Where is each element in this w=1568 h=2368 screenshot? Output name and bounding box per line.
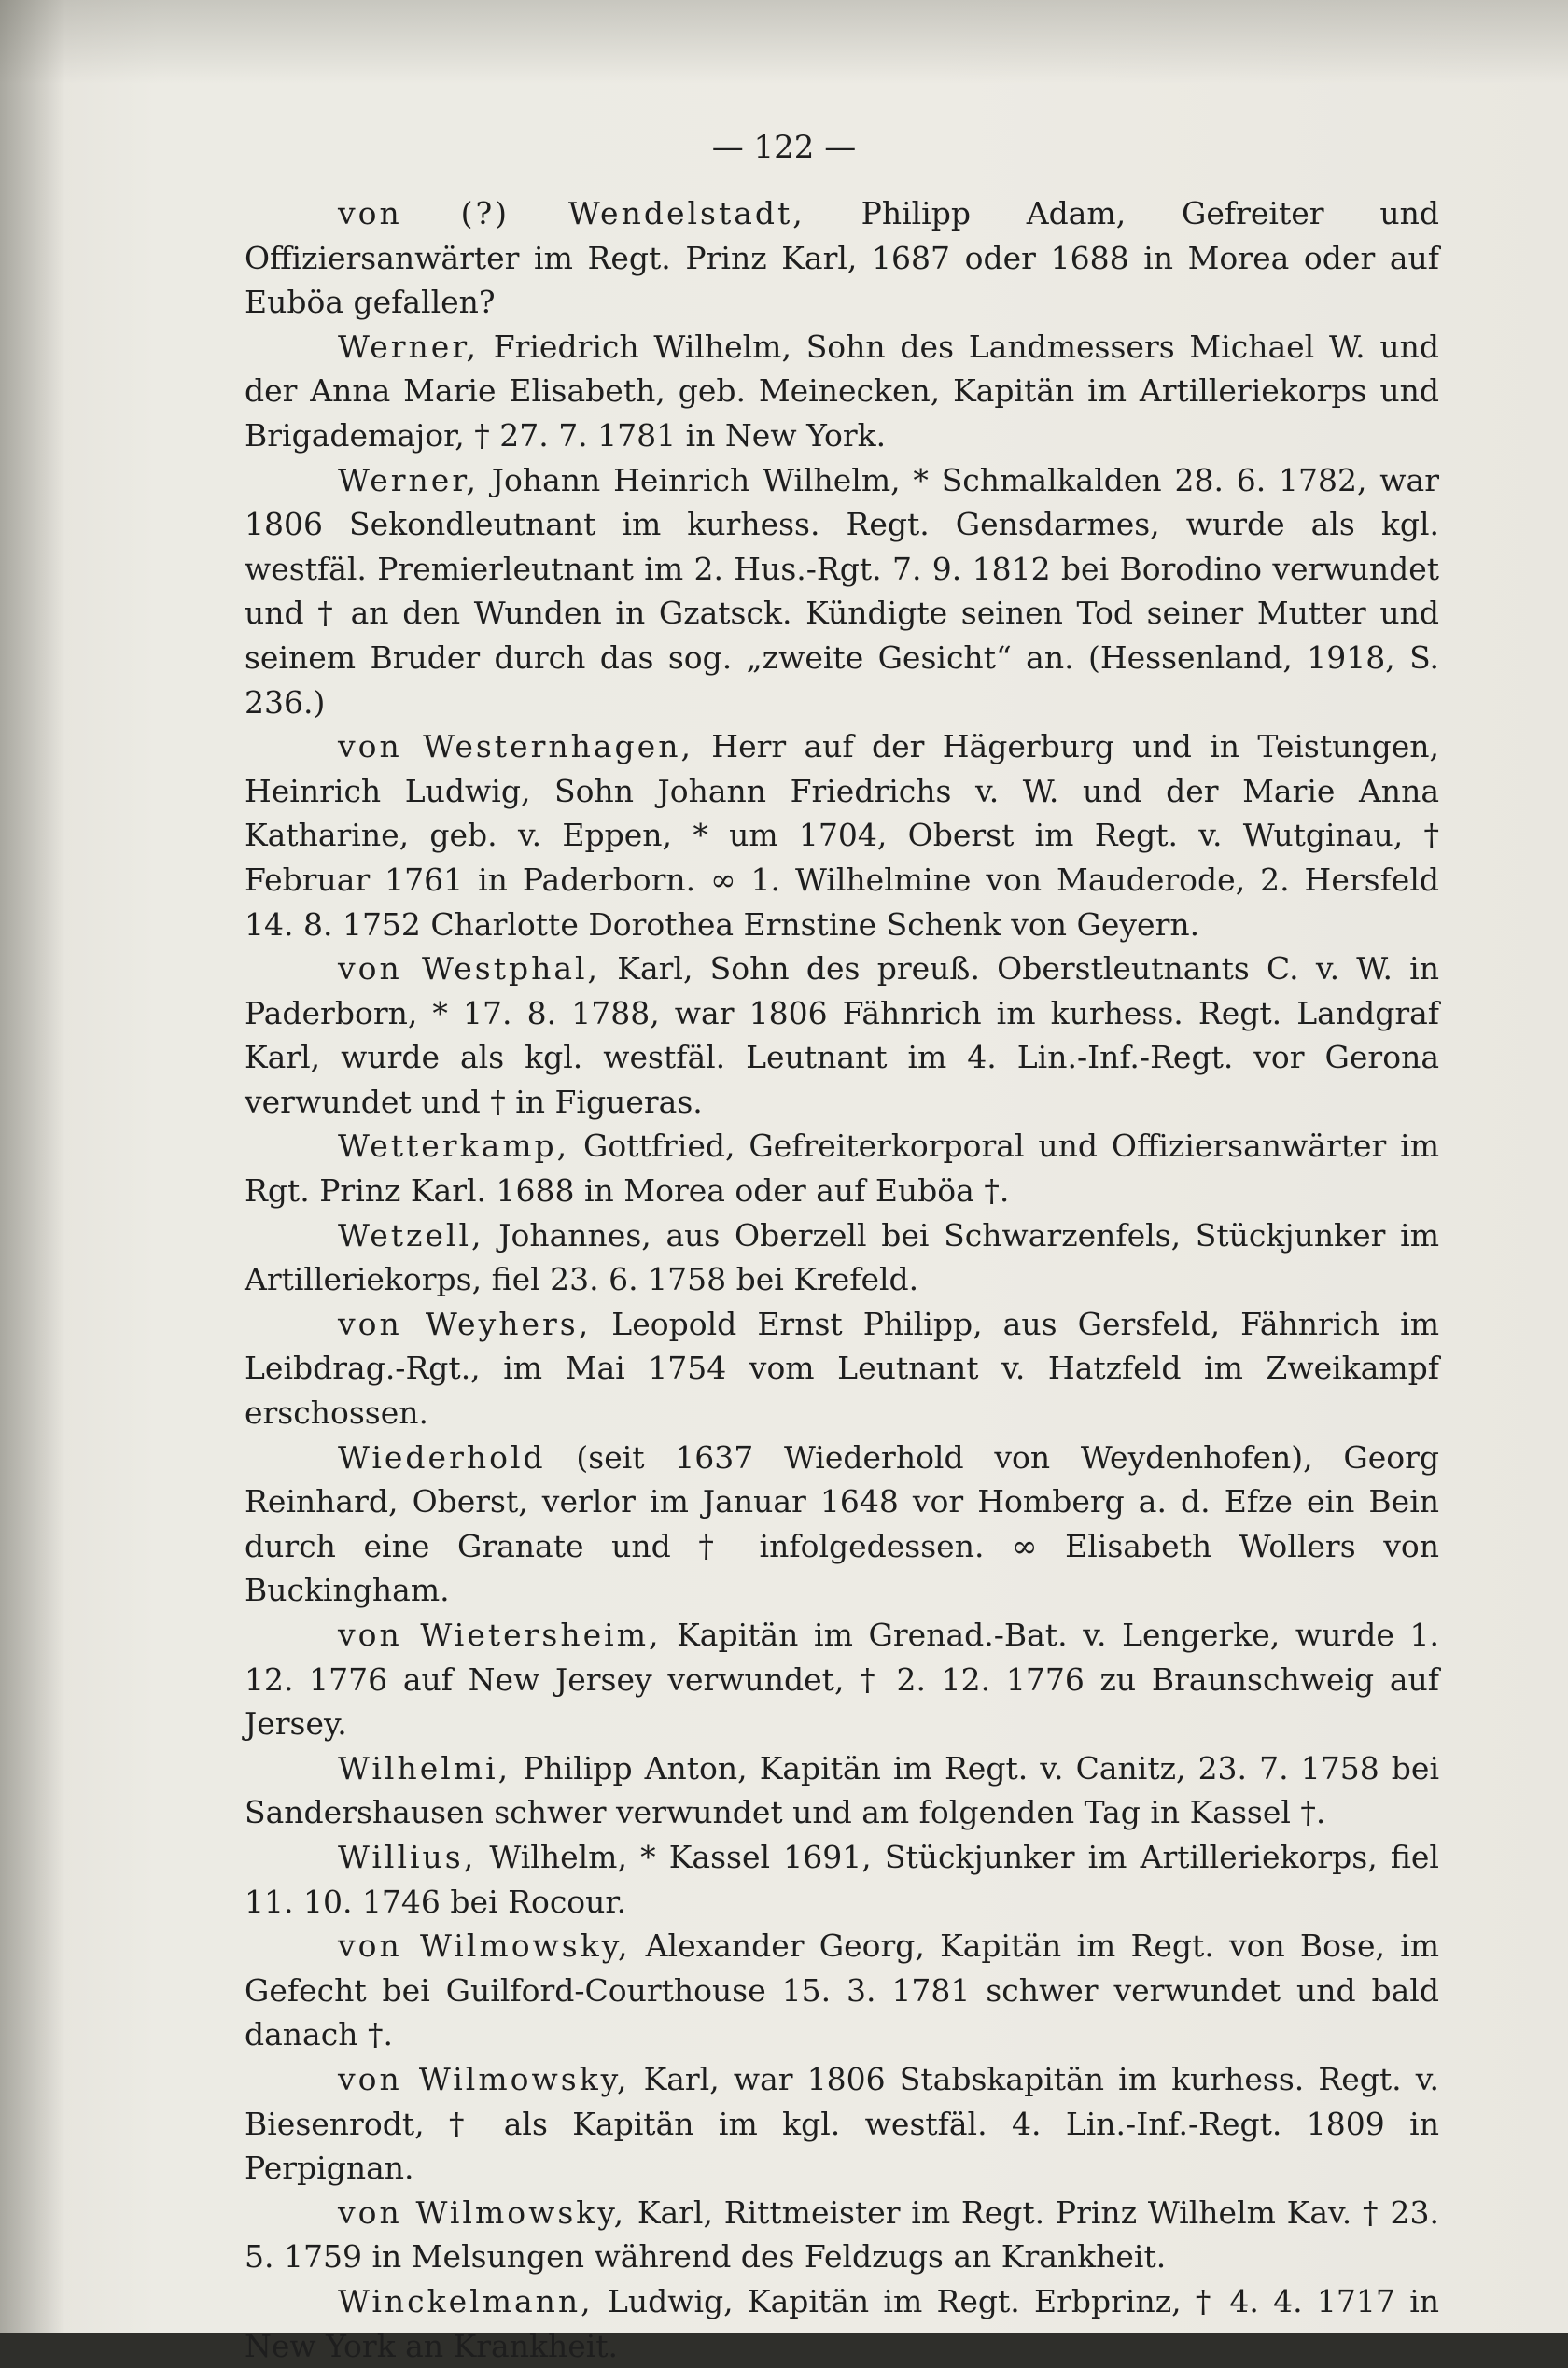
entry [245, 191, 1439, 325]
entry-text: Johannes, aus Oberzell bei Schwarzenfels, Stückjunker im Artilleriekorps, fiel 23. 6. 1758 bei Krefeld. [245, 1216, 1439, 1298]
entry-text: Karl, war 1806 Stabskapitän im kurhess. Regt. v. Biesenrodt, † als Kapitän im kgl. westfäl. 4. Lin.-Inf.-Regt. 1809 in Perpignan. [245, 2060, 1439, 2187]
entry [245, 1213, 1439, 1302]
entry-name: Werner, [338, 328, 479, 365]
entry [245, 1436, 1439, 1613]
entry [245, 2057, 1439, 2191]
entry-name: Wilhelmi, [338, 1749, 511, 1787]
entry [245, 1124, 1439, 1212]
entry [245, 1302, 1439, 1436]
entry-name: Werner, [338, 461, 479, 498]
entry-text: Herr auf der Hägerburg und in Teistungen, Heinrich Ludwig, Sohn Johann Friedrichs v. W. und der Marie Anna Katharine, geb. v. Eppen, * um 1704, Oberst im Regt. v. Wutginau, † Februar 1761 in Paderborn. ∞ 1. Wilhelmine von Mauderode, 2. Hersfeld 14. 8. 1752 Charlotte Dorothea Ernstine Schenk von Geyern. [245, 728, 1439, 943]
entry-name: von (?) Wendelstadt, [338, 195, 805, 231]
entry-text: Leopold Ernst Philipp, aus Gersfeld, Fähnrich im Leibdrag.-Rgt., im Mai 1754 vom Leutnant v. Hatzfeld im Zweikampf erschossen. [245, 1305, 1439, 1432]
entry-name: von Wilmowsky, [338, 2193, 627, 2231]
entry [245, 325, 1439, 458]
entry-text: Gottfried, Gefreiterkorporal und Offiziersanwärter im Rgt. Prinz Karl. 1688 in Morea oder auf Euböa †. [245, 1128, 1439, 1210]
entry-text: Philipp Anton, Kapitän im Regt. v. Canitz, 23. 7. 1758 bei Sandershausen schwer verwundet und am folgenden Tag in Kassel †. [245, 1749, 1439, 1831]
entry [245, 724, 1439, 946]
spine-shadow [0, 0, 65, 2333]
entry-name: von Westphal, [338, 950, 601, 988]
entry-name: von Weyhers, [338, 1305, 592, 1342]
entry [245, 1613, 1439, 1746]
entry-text: Karl, Sohn des preuß. Oberstleutnants C. v. W. in Paderborn, * 17. 8. 1788, war 1806 Fähnrich im kurhess. Regt. Landgraf Karl, wurde als kgl. westfäl. Leutnant im 4. Lin.-Inf.-Regt. vor Gerona verwundet und † in Figueras. [245, 950, 1439, 1120]
entry [245, 1924, 1439, 2057]
entry-list [245, 191, 1439, 2368]
entry [245, 2191, 1439, 2279]
entry-name: von Wilmowsky, [338, 1927, 631, 1965]
page-number: — 122 — [711, 129, 857, 166]
entry-text: (seit 1637 Wiederhold von Weydenhofen), Georg Reinhard, Oberst, verlor im Januar 1648 vor Homberg a. d. Efze ein Bein durch eine Granate und † infolgedessen. ∞ Elisabeth Wollers von Buckingham. [245, 1438, 1439, 1609]
entry-text: Philipp Adam, Gefreiter und Offiziersanwärter im Regt. Prinz Karl, 1687 oder 1688 in Morea oder auf Euböa gefallen? [245, 195, 1439, 321]
entry-text: Karl, Rittmeister im Regt. Prinz Wilhelm Kav. † 23. 5. 1759 in Melsungen während des Feldzugs an Krankheit. [245, 2193, 1439, 2276]
page-top-edge [0, 0, 1568, 84]
entry-name: Wetzell, [338, 1216, 484, 1254]
entry-text: Alexander Georg, Kapitän im Regt. von Bose, im Gefecht bei Guilford-Courthouse 15. 3. 1781 schwer verwundet und bald danach †. [245, 1927, 1439, 2053]
entry-text: Kapitän im Grenad.-Bat. v. Lengerke, wurde 1. 12. 1776 auf New Jersey verwundet, † 2. 12. 1776 zu Braunschweig auf Jersey. [245, 1617, 1440, 1743]
entry [245, 458, 1439, 725]
entry-name: Wiederhold [338, 1438, 546, 1476]
entry [245, 1746, 1439, 1835]
entry-name: Wetterkamp, [338, 1128, 570, 1165]
entry-text: Johann Heinrich Wilhelm, * Schmalkalden 28. 6. 1782, war 1806 Sekondleutnant im kurhess. Regt. Gensdarmes, wurde als kgl. westfäl. Premierleutnant im 2. Hus.-Rgt. 7. 9. 1812 bei Borodino verwundet und † an den Wunden in Gzatsck. Kündigte seinen Tod seiner Mutter und seinem Bruder durch das sog. „zweite Gesicht“ an. (Hessenland, 1918, S. 236.) [245, 461, 1439, 721]
entry-name: Willius, [338, 1838, 477, 1875]
entry-text: Friedrich Wilhelm, Sohn des Landmessers Michael W. und der Anna Marie Elisabeth, geb. Meinecken, Kapitän im Artilleriekorps und Brigademajor, † 27. 7. 1781 in New York. [245, 328, 1439, 454]
entry-text: Ludwig, Kapitän im Regt. Erbprinz, † 4. 4. 1717 in New York an Krankheit. [245, 2282, 1439, 2364]
entry [245, 946, 1439, 1124]
entry-text: Wilhelm, * Kassel 1691, Stückjunker im Artilleriekorps, fiel 11. 10. 1746 bei Rocour. [245, 1838, 1439, 1920]
entry-name: von Wietersheim, [338, 1617, 662, 1653]
entry [245, 1835, 1439, 1924]
entry [245, 2279, 1439, 2368]
entry-name: von Wilmowsky, [338, 2060, 630, 2097]
entry-name: von Westernhagen, [338, 728, 693, 765]
entry-name: Winckelmann, [338, 2282, 594, 2319]
